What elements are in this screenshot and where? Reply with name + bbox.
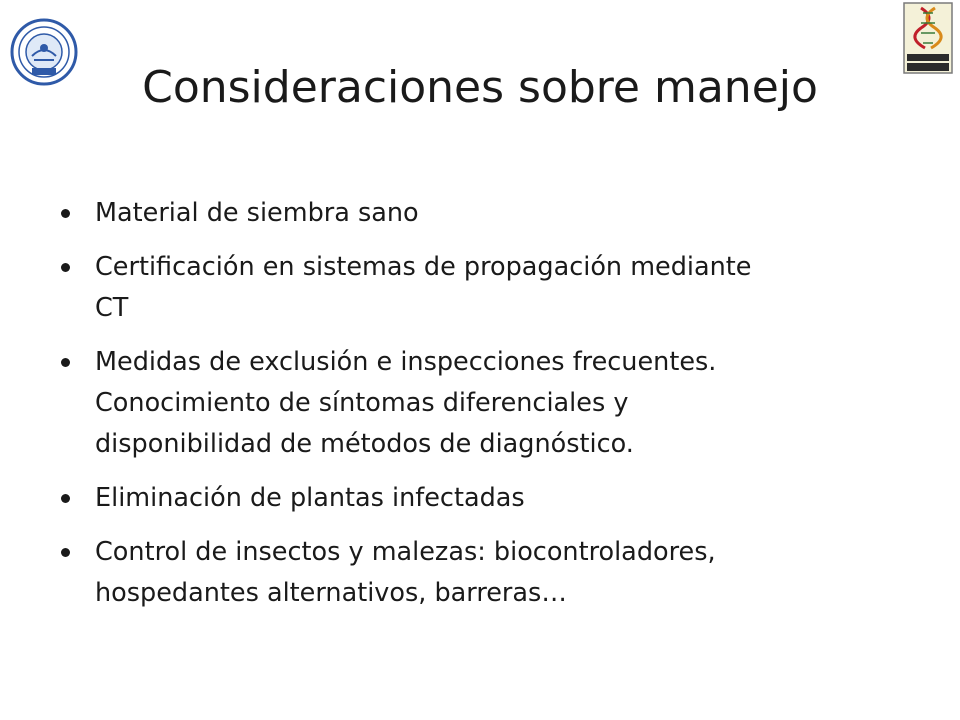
bullet-item [60,342,860,465]
bullet-icon [61,263,70,272]
bullet-item [60,478,860,519]
slide-title: Consideraciones sobre manejo [142,62,818,113]
bullet-item [60,532,860,614]
bullet-icon [61,494,70,503]
bullet-icon [61,209,70,218]
bullet-text: Control de insectos y malezas: biocontroladores, hospedantes alternativos, barreras… [95,537,716,608]
bullet-item [60,193,860,234]
bullet-icon [61,548,70,557]
bullet-list [60,193,860,627]
bullet-item [60,247,860,329]
bullet-text: Material de siembra sano [95,198,419,228]
bullet-icon [61,358,70,367]
bullet-text: Medidas de exclusión e inspecciones frecuentes. Conocimiento de síntomas diferenciales y disponibilidad de métodos de diagnóstico. [95,347,717,459]
bullet-text: Certificación en sistemas de propagación mediante CT [95,252,752,323]
bullet-text: Eliminación de plantas infectadas [95,483,525,513]
